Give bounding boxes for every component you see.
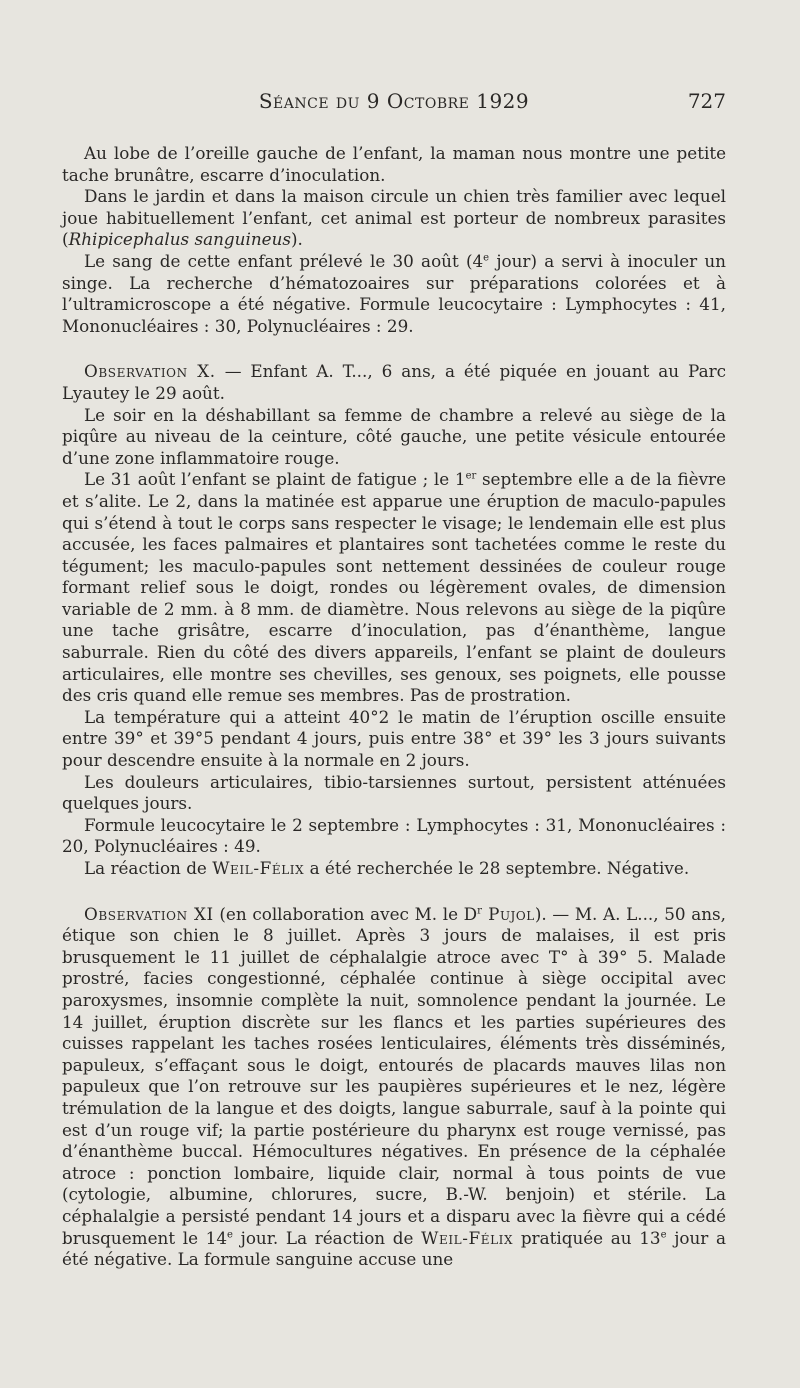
text-run: jour a été négative. La formule sanguine accuse une [62, 1227, 726, 1270]
observation-xi [62, 904, 726, 1271]
text-run: Le soir en la déshabillant sa femme de chambre a relevé au siège de la piqûre au niveau de la ceinture, côté gauche, une petite vésicule entourée d’une zone inflammatoire rouge. [62, 404, 726, 468]
superscript: r [477, 905, 482, 916]
text-run: La température qui a atteint 40°2 le matin de l’éruption oscille ensuite entre 39° et 39°5 pendant 4 jours, puis entre 38° et 39° les 3 jours suivants pour descendre ensuite à la normale en 2 jours. [62, 706, 726, 771]
text-run: ). — M. A. L..., 50 ans, étique son chien le 8 juillet. Après 3 jours de malaises, il est pris brusquement le 11 juillet de céphalalgie atroce avec T° à 39° 5. Malade prostré, facies congestionné, céphalée continue à siège occipital avec paroxysmes, insomnie complète la nuit, somnolence pendant la journée. Le 14 juillet, éruption discrète sur les flancs et les parties supérieures des cuisses rappelant les taches rosées lenticulaires, éléments très disséminés, papuleux, s’effaçant sous le doigt, entourés de placards mauves lilas non papuleux que l’on retrouve sur les paupières supérieures et le nez, légère trémulation de la langue et des doigts, langue saburrale, sauf à la pointe qui est d’un rouge vif; la partie postérieure du pharynx est rouge vernissé, pas d’énanthème buccal. Hémocultures négatives. En présence de la céphalée atroce : ponction lombaire, liquide clair, normal à tous points de vue (cytologie, albumine, chlorures, sucre, B.-W. benjoin) et stérile. La céphalalgie a persisté pendant 14 jours et a disparu avec la fièvre qui a cédé brusquement le 14 [62, 903, 726, 1248]
paragraph [62, 772, 726, 815]
author-name: Pujol [481, 903, 535, 924]
author-name: Weil-Félix [212, 858, 305, 878]
text-run: — Enfant A. T..., 6 ans, a été piquée en jouant au Parc Lyautey le 29 août. [62, 361, 726, 403]
text-run: septembre elle a de la fièvre et s’alite. Le 2, dans la matinée est apparue une éruption de maculo-papules qui s’étend à tout le corps sans respecter le visage; le lendemain elle est plus accusée, les faces palmaires et plantaires sont tachetées comme le reste du tégument; les maculo-papules sont nettement dessinées de couleur rouge formant relief sous le doigt, rondes ou légèrement ovales, de dimension variable de 2 mm. à 8 mm. de diamètre. Nous relevons au siège de la piqûre une tache grisâtre, escarre d’inoculation, pas d’énanthème, langue saburrale. Rien du côté des divers appareils, l’enfant se plaint de douleurs articulaires, elle montre ses chevilles, ses genoux, ses poignets, elle pousse des cris quand elle remue ses membres. Pas de prostration. [62, 469, 727, 706]
paragraph [62, 707, 726, 772]
paragraph [62, 251, 726, 337]
superscript: er [465, 470, 477, 482]
text-run: Au lobe de l’oreille gauche de l’enfant, la maman nous montre une petite tache brunâtre, escarre d’inoculation. [62, 143, 726, 185]
superscript: e [660, 1228, 667, 1240]
page-number: 727 [687, 89, 726, 113]
text-run: ). [291, 229, 303, 250]
text-run: Le sang de cette enfant prélevé le 30 août (4 [84, 250, 484, 271]
paragraph [62, 815, 726, 858]
text-run: a été recherchée le 28 septembre. Négative. [304, 858, 690, 878]
species-name: Rhipicephalus sanguineus [68, 229, 291, 250]
text-run: jour. La réaction de [232, 1227, 422, 1248]
text-run: (en collaboration avec M. le D [213, 903, 478, 924]
observation-x [62, 361, 726, 404]
observation-label: Observation X. [84, 361, 216, 382]
paragraph [62, 405, 726, 470]
text-run: La réaction de [84, 858, 213, 878]
superscript: e [227, 1228, 233, 1240]
paragraph [62, 469, 726, 707]
text-run: pratiquée au 13 [513, 1227, 661, 1248]
observation-label: Observation XI [84, 903, 214, 924]
text-run: Dans le jardin et dans la maison circule un chien très familier avec lequel joue habituellement l’enfant, cet animal est porteur de nombreux parasites ( [62, 186, 726, 250]
paragraph [62, 186, 726, 251]
text-run: Formule leucocytaire le 2 septembre : Lymphocytes : 31, Mononucléaires : 20, Polynucléaires : 49. [62, 814, 726, 857]
page-header [62, 89, 726, 119]
text-run: Le 31 août l’enfant se plaint de fatigue ; le 1 [84, 469, 466, 490]
running-title: Séance du 9 Octobre 1929 [258, 89, 530, 113]
paragraph [62, 858, 726, 880]
author-name: Weil-Félix [421, 1227, 514, 1248]
paragraph [62, 143, 726, 186]
body-text [62, 143, 726, 1271]
text-run: Les douleurs articulaires, tibio-tarsiennes surtout, persistent atténuées quelques jours. [62, 771, 726, 814]
superscript: e [483, 252, 490, 264]
text-run: jour) a servi à inoculer un singe. La recherche d’hématozoaires sur préparations colorées et à l’ultramicroscope a été négative. Formule leucocytaire : Lymphocytes : 41, Mononucléaires : 30, Polynucléaires : 29. [62, 250, 726, 336]
